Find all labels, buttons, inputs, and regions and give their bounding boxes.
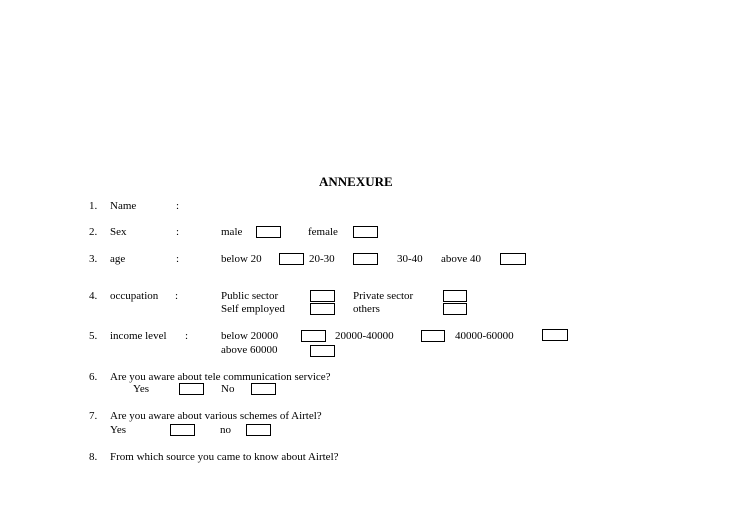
q4-colon: :: [175, 290, 179, 302]
q7-yes-label: Yes: [110, 424, 127, 436]
q4-label: occupation: [110, 290, 159, 302]
q4-option-1-label: Public sector: [221, 290, 279, 302]
q5-option-4-label: above 60000: [221, 344, 278, 356]
q5-option-3-checkbox[interactable]: [542, 329, 568, 341]
q5-option-1-label: below 20000: [221, 330, 279, 342]
q7-no-checkbox[interactable]: [246, 424, 271, 436]
q4-option-1-checkbox[interactable]: [310, 290, 335, 302]
q6-no-label: No: [221, 383, 235, 395]
q7-yes-checkbox[interactable]: [170, 424, 195, 436]
q3-option-4-label: above 40: [441, 253, 482, 265]
q4-option-2-checkbox[interactable]: [443, 290, 467, 302]
q6-yes-checkbox[interactable]: [179, 383, 204, 395]
page-title: ANNEXURE: [319, 174, 393, 189]
q8-question: From which source you came to know about Airtel?: [110, 451, 339, 463]
q5-option-4-checkbox[interactable]: [310, 345, 335, 357]
q5-option-1-checkbox[interactable]: [301, 330, 326, 342]
q4-option-4-label: others: [353, 303, 380, 315]
q3-option-3-label: 30-40: [397, 253, 423, 265]
q6-question: Are you aware about tele communication service?: [110, 371, 331, 383]
q1-number: 1.: [89, 200, 98, 212]
q3-option-2-label: 20-30: [309, 253, 335, 265]
q4-option-2-label: Private sector: [353, 290, 414, 302]
q3-option-1-checkbox[interactable]: [279, 253, 304, 265]
q7-question: Are you aware about various schemes of Airtel?: [110, 410, 322, 422]
q3-number: 3.: [89, 253, 98, 265]
q6-yes-label: Yes: [133, 383, 150, 395]
q2-number: 2.: [89, 226, 98, 238]
q3-option-1-label: below 20: [221, 253, 262, 265]
q4-number: 4.: [89, 290, 98, 302]
q2-female-checkbox[interactable]: [353, 226, 378, 238]
q4-option-3-label: Self employed: [221, 303, 285, 315]
q2-option-male-label: male: [221, 226, 243, 238]
q7-no-label: no: [220, 424, 231, 436]
q2-colon: :: [176, 226, 180, 238]
q5-label: income level: [110, 330, 167, 342]
q4-option-3-checkbox[interactable]: [310, 303, 335, 315]
q8-number: 8.: [89, 451, 98, 463]
q2-option-female-label: female: [308, 226, 338, 238]
q6-number: 6.: [89, 371, 98, 383]
q3-label: age: [110, 253, 126, 265]
q3-option-4-checkbox[interactable]: [500, 253, 526, 265]
q3-option-2-checkbox[interactable]: [353, 253, 378, 265]
q6-no-checkbox[interactable]: [251, 383, 276, 395]
q1-colon: :: [176, 200, 180, 212]
q3-colon: :: [176, 253, 180, 265]
q1-label: Name: [110, 200, 137, 212]
q5-option-2-label: 20000-40000: [335, 330, 394, 342]
q2-label: Sex: [110, 226, 127, 238]
q5-option-3-label: 40000-60000: [455, 330, 514, 342]
q5-number: 5.: [89, 330, 98, 342]
q4-option-4-checkbox[interactable]: [443, 303, 467, 315]
q7-number: 7.: [89, 410, 98, 422]
q2-male-checkbox[interactable]: [256, 226, 281, 238]
q5-colon: :: [185, 330, 189, 342]
q5-option-2-checkbox[interactable]: [421, 330, 445, 342]
